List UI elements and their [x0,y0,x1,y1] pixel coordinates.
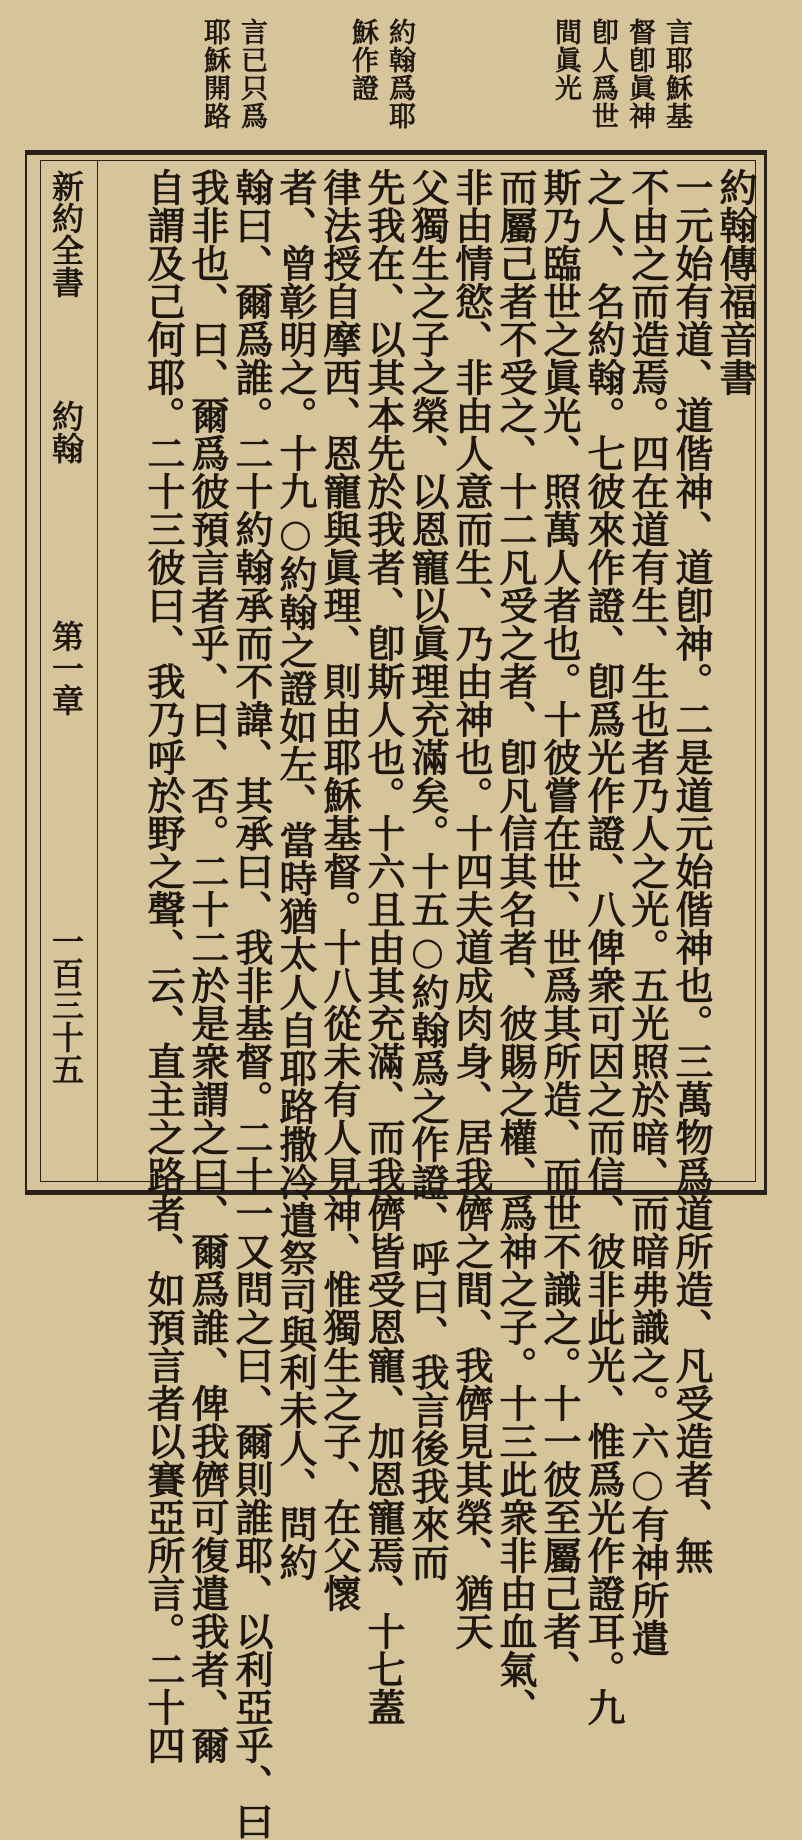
headnote-line: 言耶穌基 [661,18,692,130]
book-name: 約翰 [47,400,85,464]
chapter-label: 第一章 [47,620,85,716]
text-column: 者、曾彰明之。十九○約翰之證如左、當時猶太人自耶路撒冷遣祭司與利未人、問約 [273,168,318,1581]
text-column: 自謂及己何耶。二十三彼曰、我乃呼於野之聲、云、直主之路者、如預言者以賽亞所言。二十四 [141,168,186,1764]
chapter-title: 約翰傳福音書 [713,168,758,396]
headnote-line: 言已只爲 [236,18,267,130]
headnote-line: 約翰爲耶 [384,18,415,130]
headnote-line: 卽人爲世 [587,18,618,130]
text-column: 非由情慾、非由人意而生、乃由神也。十四夫道成肉身、居我儕之間、我儕見其榮、猶天 [449,168,494,1650]
text-column: 一元始有道、道偕神、道卽神。二是道元始偕神也。三萬物爲道所造、凡受造者、無 [669,168,714,1574]
sidebar-separator [97,160,98,1182]
text-column: 斯乃臨世之眞光、照萬人者也。十彼嘗在世、世爲其所造、而世不識之。十一彼至屬己者、 [537,168,582,1688]
headnote-line: 耶穌開路 [199,18,230,130]
text-column: 翰曰、爾爲誰。二十約翰承而不諱、其承曰、我非基督。二十一又問之曰、爾則誰耶、以利亞乎、曰 [229,168,274,1840]
headnote-line: 督卽眞神 [624,18,655,130]
page-number: 一百三十五 [47,925,85,1085]
text-column: 父獨生之子之榮、以恩寵以眞理充滿矣。十五○約翰爲之作證、呼曰、我言後我來而 [405,168,450,1581]
headnote-line: 穌作證 [347,18,378,102]
text-column: 我非也、曰、爾爲彼預言者乎、曰、否。二十二於是衆謂之曰、爾爲誰、俾我儕可復遣我者、爾 [185,168,230,1764]
text-column: 之人、名約翰。七彼來作證、卽爲光作證、八俾衆可因之而信、彼非此光、惟爲光作證耳。九 [581,168,626,1726]
text-column: 律法授自摩西、恩寵與眞理、則由耶穌基督。十八從未有人見神、惟獨生之子、在父懷 [317,168,362,1612]
text-column: 不由之而造焉。四在道有生、生也者乃人之光。五光照於暗、而暗弗識之。六○有神所遣 [625,168,670,1657]
book-title: 新約全書 [47,170,85,298]
text-column: 先我在、以其本先於我者、卽斯人也。十六且由其充滿、而我儕皆受恩寵、加恩寵焉、十七蓋 [361,168,406,1726]
headnote-line: 間眞光 [550,18,581,102]
text-column: 而屬己者不受之、十二凡受之者、卽凡信其名者、彼賜之權、爲神之子。十三此衆非由血氣、 [493,168,538,1726]
